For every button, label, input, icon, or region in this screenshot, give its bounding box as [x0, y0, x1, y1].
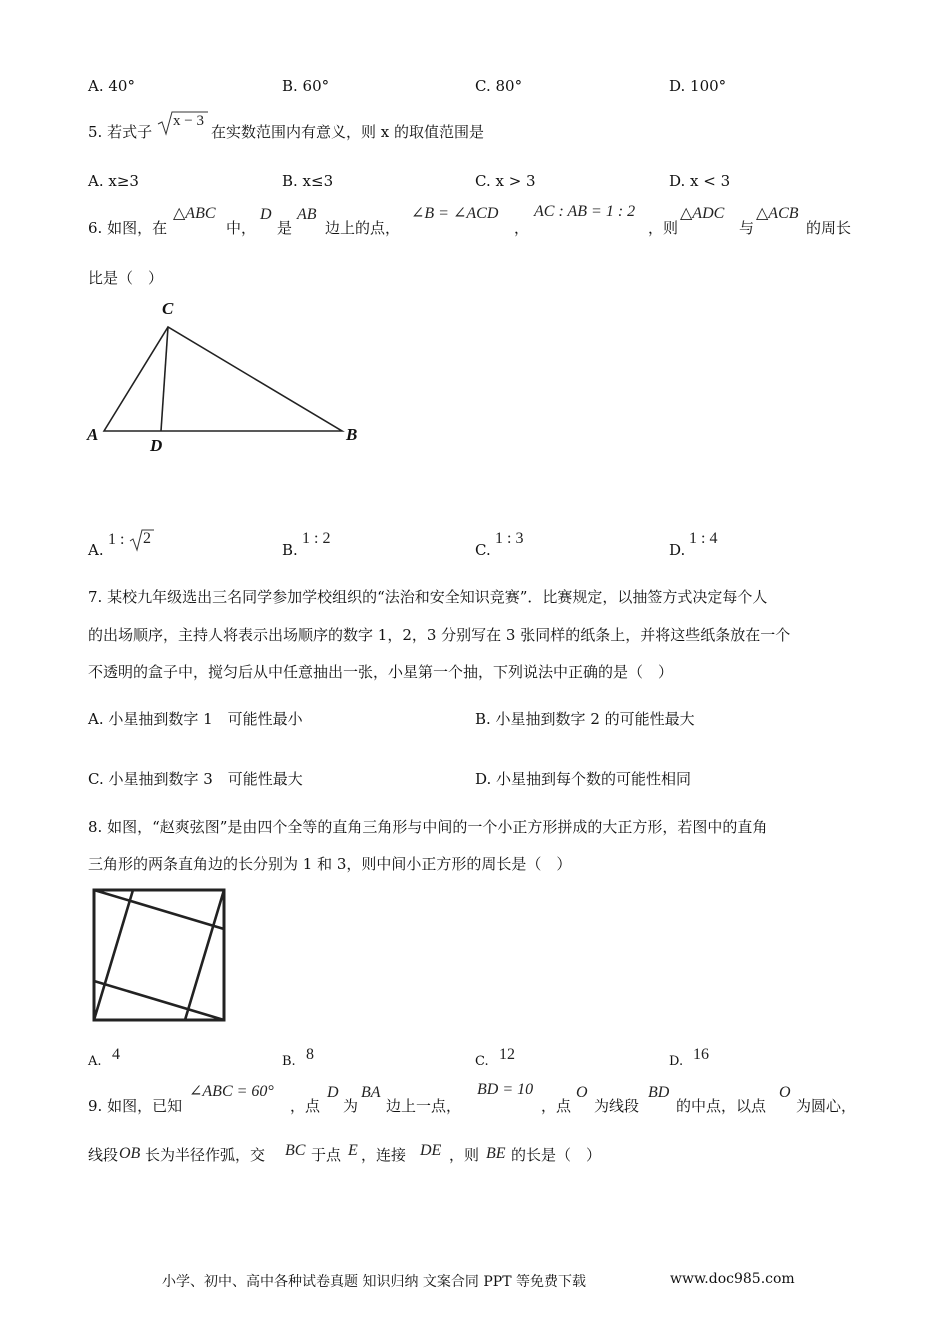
q7-option-d: D. 小星抽到每个数的可能性相同 — [475, 770, 692, 788]
q6-option-a-left: 1 : — [108, 531, 125, 548]
q9-segment-bd: BD — [648, 1084, 670, 1101]
q6-triangle-figure — [80, 295, 370, 460]
q5-option-a: A. x≥3 — [88, 172, 139, 190]
q6-option-a-radicand: 2 — [143, 530, 151, 547]
q6-option-d-prefix: D. — [669, 541, 686, 559]
footer-text: 小学、初中、高中各种试卷真题 知识归纳 文案合同 PPT 等免费下载 — [162, 1274, 586, 1290]
q7-stem-line1: 7. 某校九年级选出三名同学参加学校组织的“法治和安全知识竞赛”．比赛规定，以抽签方式决定每个人 — [88, 588, 768, 606]
q6-stem-p3: 是 — [277, 219, 293, 237]
q9-segment-ba: BA — [361, 1084, 381, 1101]
q8-stem-line2: 三角形的两条直角边的长分别为 1 和 3，则中间小正方形的周长是（ ） — [88, 855, 572, 873]
q6-stem-p5: ，则 — [648, 219, 679, 237]
q6-option-a-prefix: A. — [88, 541, 104, 559]
q6-label-b: B — [346, 425, 358, 444]
q5-option-c: C. x > 3 — [475, 172, 536, 190]
q8-zhao-shuang-diagram — [88, 884, 233, 1029]
q6-option-b-prefix: B. — [282, 541, 298, 559]
q9-line2-p6: 的长是（ ） — [511, 1146, 602, 1164]
q6-label-a: A — [87, 425, 99, 444]
q9-point-o: O — [576, 1084, 588, 1101]
q9-stem-p8: 为圆心， — [796, 1097, 857, 1115]
q9-point-e: E — [348, 1142, 358, 1159]
q6-point-d: D — [260, 206, 272, 223]
q6-triangle-abc: △ABC — [173, 205, 216, 222]
q6-stem-p7: 的周长 — [806, 219, 852, 237]
q9-stem-p6: 为线段 — [594, 1097, 640, 1115]
q6-option-c-prefix: C. — [475, 541, 491, 559]
q9-stem-p1: 9. 如图，已知 — [88, 1097, 183, 1115]
q6-option-a-sqrt — [129, 528, 155, 552]
q8-option-d: 16 — [693, 1046, 709, 1063]
q6-stem-line2: 比是（ ） — [88, 269, 164, 287]
q9-point-d: D — [327, 1084, 339, 1101]
q9-stem-p4: 边上一点， — [386, 1097, 462, 1115]
q7-stem-line3: 不透明的盒子中，搅匀后从中任意抽出一张，小星第一个抽，下列说法中正确的是（ ） — [88, 663, 674, 681]
sqrt-sign-icon — [129, 528, 155, 552]
q6-triangle-acb: △ACB — [756, 205, 799, 222]
q6-segment-ab: AB — [297, 206, 317, 223]
q9-angle-abc: ∠ABC = 60° — [189, 1083, 274, 1100]
q6-label-d: D — [150, 436, 163, 455]
q5-sqrt-expression — [156, 110, 208, 136]
q6-option-c: 1 : 3 — [495, 530, 524, 547]
q9-line2-p5: ，则 — [449, 1146, 480, 1164]
q9-line2-p1: 线段 — [88, 1146, 119, 1164]
q9-stem-p3: 为 — [343, 1097, 359, 1115]
q8-stem-line1: 8. 如图，“赵爽弦图”是由四个全等的直角三角形与中间的一个小正方形拼成的大正方形，若图中的直角 — [88, 818, 768, 836]
q6-option-d: 1 : 4 — [689, 530, 718, 547]
q6-stem-p2: 中， — [226, 219, 257, 237]
q5-option-d: D. x < 3 — [669, 172, 731, 190]
footer-url[interactable]: www.doc985.com — [670, 1271, 795, 1287]
q6-triangle-adc: △ADC — [680, 205, 725, 222]
q8-option-c-prefix: C. — [475, 1054, 489, 1069]
q5-stem-suffix: 在实数范围内有意义，则 x 的取值范围是 — [211, 123, 484, 141]
q9-line2-p4: ，连接 — [361, 1146, 407, 1164]
q7-stem-line2: 的出场顺序，主持人将表示出场顺序的数字 1，2，3 分别写在 3 张同样的纸条上，并将这些纸条放在一个 — [88, 626, 791, 644]
q9-bd-length: BD = 10 — [477, 1081, 534, 1098]
q6-stem-p1: 6. 如图，在 — [88, 219, 168, 237]
q9-line2-p2: 长为半径作弧，交 — [145, 1146, 266, 1164]
q4-option-a: A. 40° — [88, 77, 135, 95]
q9-segment-ob: OB — [119, 1145, 141, 1162]
q6-stem-p6: 与 — [739, 219, 755, 237]
q9-stem-p7: 的中点，以点 — [676, 1097, 767, 1115]
q9-stem-p2: ，点 — [290, 1097, 321, 1115]
q9-point-o-center: O — [779, 1084, 791, 1101]
q6-label-c: C — [162, 299, 174, 318]
q9-segment-bc: BC — [285, 1142, 306, 1159]
q6-ratio: AC : AB = 1 : 2 — [534, 203, 636, 220]
q8-option-b: 8 — [306, 1046, 314, 1063]
q6-comma: ， — [514, 219, 530, 237]
q7-option-a: A. 小星抽到数字 1 可能性最小 — [88, 710, 303, 728]
q4-option-c: C. 80° — [475, 77, 523, 95]
q8-option-a-prefix: A. — [88, 1054, 102, 1069]
q9-segment-be: BE — [486, 1145, 506, 1162]
q9-stem-p5: ，点 — [541, 1097, 572, 1115]
q5-stem-prefix: 5. 若式子 — [88, 123, 153, 141]
q5-radicand: x − 3 — [173, 113, 204, 129]
q8-option-d-prefix: D. — [669, 1054, 684, 1069]
q8-option-c: 12 — [499, 1046, 515, 1063]
q6-angle-equality: ∠B = ∠ACD — [411, 205, 499, 222]
q9-segment-de: DE — [420, 1142, 442, 1159]
q6-option-b: 1 : 2 — [302, 530, 331, 547]
q9-line2-p3: 于点 — [311, 1146, 342, 1164]
q7-option-c: C. 小星抽到数字 3 可能性最大 — [88, 770, 303, 788]
q4-option-d: D. 100° — [669, 77, 727, 95]
q5-option-b: B. x≤3 — [282, 172, 334, 190]
q8-option-a: 4 — [112, 1046, 120, 1063]
q8-option-b-prefix: B. — [282, 1054, 296, 1069]
q7-option-b: B. 小星抽到数字 2 的可能性最大 — [475, 710, 695, 728]
q6-stem-p4: 边上的点， — [325, 219, 401, 237]
q4-option-b: B. 60° — [282, 77, 330, 95]
